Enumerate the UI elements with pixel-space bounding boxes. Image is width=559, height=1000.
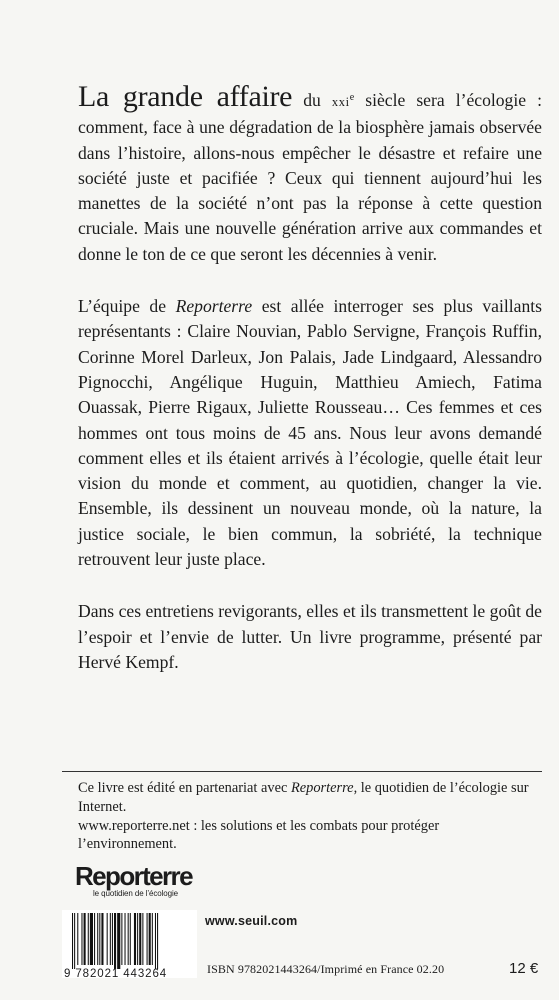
barcode [62, 910, 197, 978]
barcode-bar [139, 913, 141, 965]
logo-name: Reporterre [75, 861, 192, 891]
barcode-bar [121, 913, 122, 965]
barcode-bar [142, 913, 143, 965]
price: 12 € [509, 960, 539, 977]
barcode-bar [114, 913, 116, 969]
note-text: Ce livre est édité en partenariat avec [78, 780, 291, 796]
divider [62, 771, 542, 772]
summary-paragraph-2 [78, 294, 542, 572]
century-numeral: xxi [331, 95, 350, 109]
lead-phrase: La grande affaire [78, 80, 293, 113]
note-text: , le quotidien de l’écologie sur Internet. [78, 780, 529, 815]
barcode-bar [77, 913, 78, 965]
barcode-bar [134, 913, 136, 965]
barcode-bar [94, 913, 95, 965]
barcode-bar [152, 913, 153, 965]
barcode-bar [130, 913, 131, 965]
barcode-bar [84, 913, 86, 965]
barcode-bar [157, 913, 158, 969]
barcode-bar [74, 913, 75, 969]
barcode-bar [110, 913, 111, 965]
back-cover-summary [78, 80, 543, 702]
barcode-digits: 9 782021 443264 [64, 968, 168, 980]
publisher-website: www.seuil.com [205, 914, 298, 928]
partnership-line-1 [78, 779, 538, 817]
summary-paragraph-3: Dans ces entretiens revigorants, elles et ils transmettent le goût de l’espoir et l’envie de lutter. Un livre programme, présenté par Hervé Kempf. [78, 601, 542, 672]
barcode-bar [99, 913, 100, 965]
isbn-line: ISBN 9782021443264/Imprimé en France 02.20 [207, 962, 445, 976]
barcode-bar [90, 913, 93, 965]
brand-name: Reporterre [175, 296, 253, 317]
barcode-bar [88, 913, 89, 965]
summary-text: siècle sera l’écologie : comment, face à une dégradation de la biosphère jamais observée dans l’histoire, allons-nous empêcher le désastre et refaire une société juste et pacifiée ? Ceux qui tiennent aujourd’hui les manettes de la société n’ont pas la réponse à cette question cruciale. Mais une nouvelle génération arrive aux commandes et donne le ton de ce que seront les décennies à venir. [78, 90, 543, 264]
barcode-bar [117, 913, 120, 969]
logo-tagline: le quotidien de l’écologie [93, 889, 179, 898]
barcode-bar [101, 913, 103, 965]
barcode-bar [155, 913, 156, 969]
barcode-bar [107, 913, 108, 965]
summary-text: du [292, 90, 332, 110]
barcode-bar [97, 913, 98, 965]
reporterre-logo [75, 862, 192, 898]
brand-name: Reporterre [290, 780, 354, 796]
barcode-bar [147, 913, 148, 965]
barcode-bar [125, 913, 126, 965]
barcode-bar [112, 913, 113, 965]
partnership-line-2: www.reporterre.net : les solutions et les combats pour protéger l’environnement. [78, 817, 440, 853]
summary-paragraph-1 [78, 80, 543, 267]
barcode-bar [137, 913, 138, 965]
barcode-bar [128, 913, 129, 965]
century-superscript: e [349, 92, 355, 103]
barcode-bars [72, 913, 192, 969]
barcode-bar [72, 913, 73, 969]
barcode-bar [149, 913, 151, 965]
summary-text: L’équipe de [78, 296, 176, 317]
barcode-bar [81, 913, 82, 965]
summary-text: est allée interroger ses plus vaillants représentants : Claire Nouvian, Pablo Servigne, François Ruffin, Corinne Morel Darleux, Jon Palais, Jade Lindgaard, Alessandro Pignocchi, Angélique Huguin, Matthieu Amiech, Fatima Ouassak, Pierre Rigaux, Juliette Rousseau… Ces femmes et ces hommes ont tous moins de 45 ans. Nous leur avons demandé comment elles et ils étaient arrivés à l’écologie, quelle était leur vision du monde et comment, au quotidien, changer la vie. Ensemble, ils dessinent un nouveau monde, où la nature, la justice sociale, le bien commun, la sobriété, la technique retrouvent leur juste place. [78, 296, 542, 570]
partnership-note [78, 779, 538, 854]
